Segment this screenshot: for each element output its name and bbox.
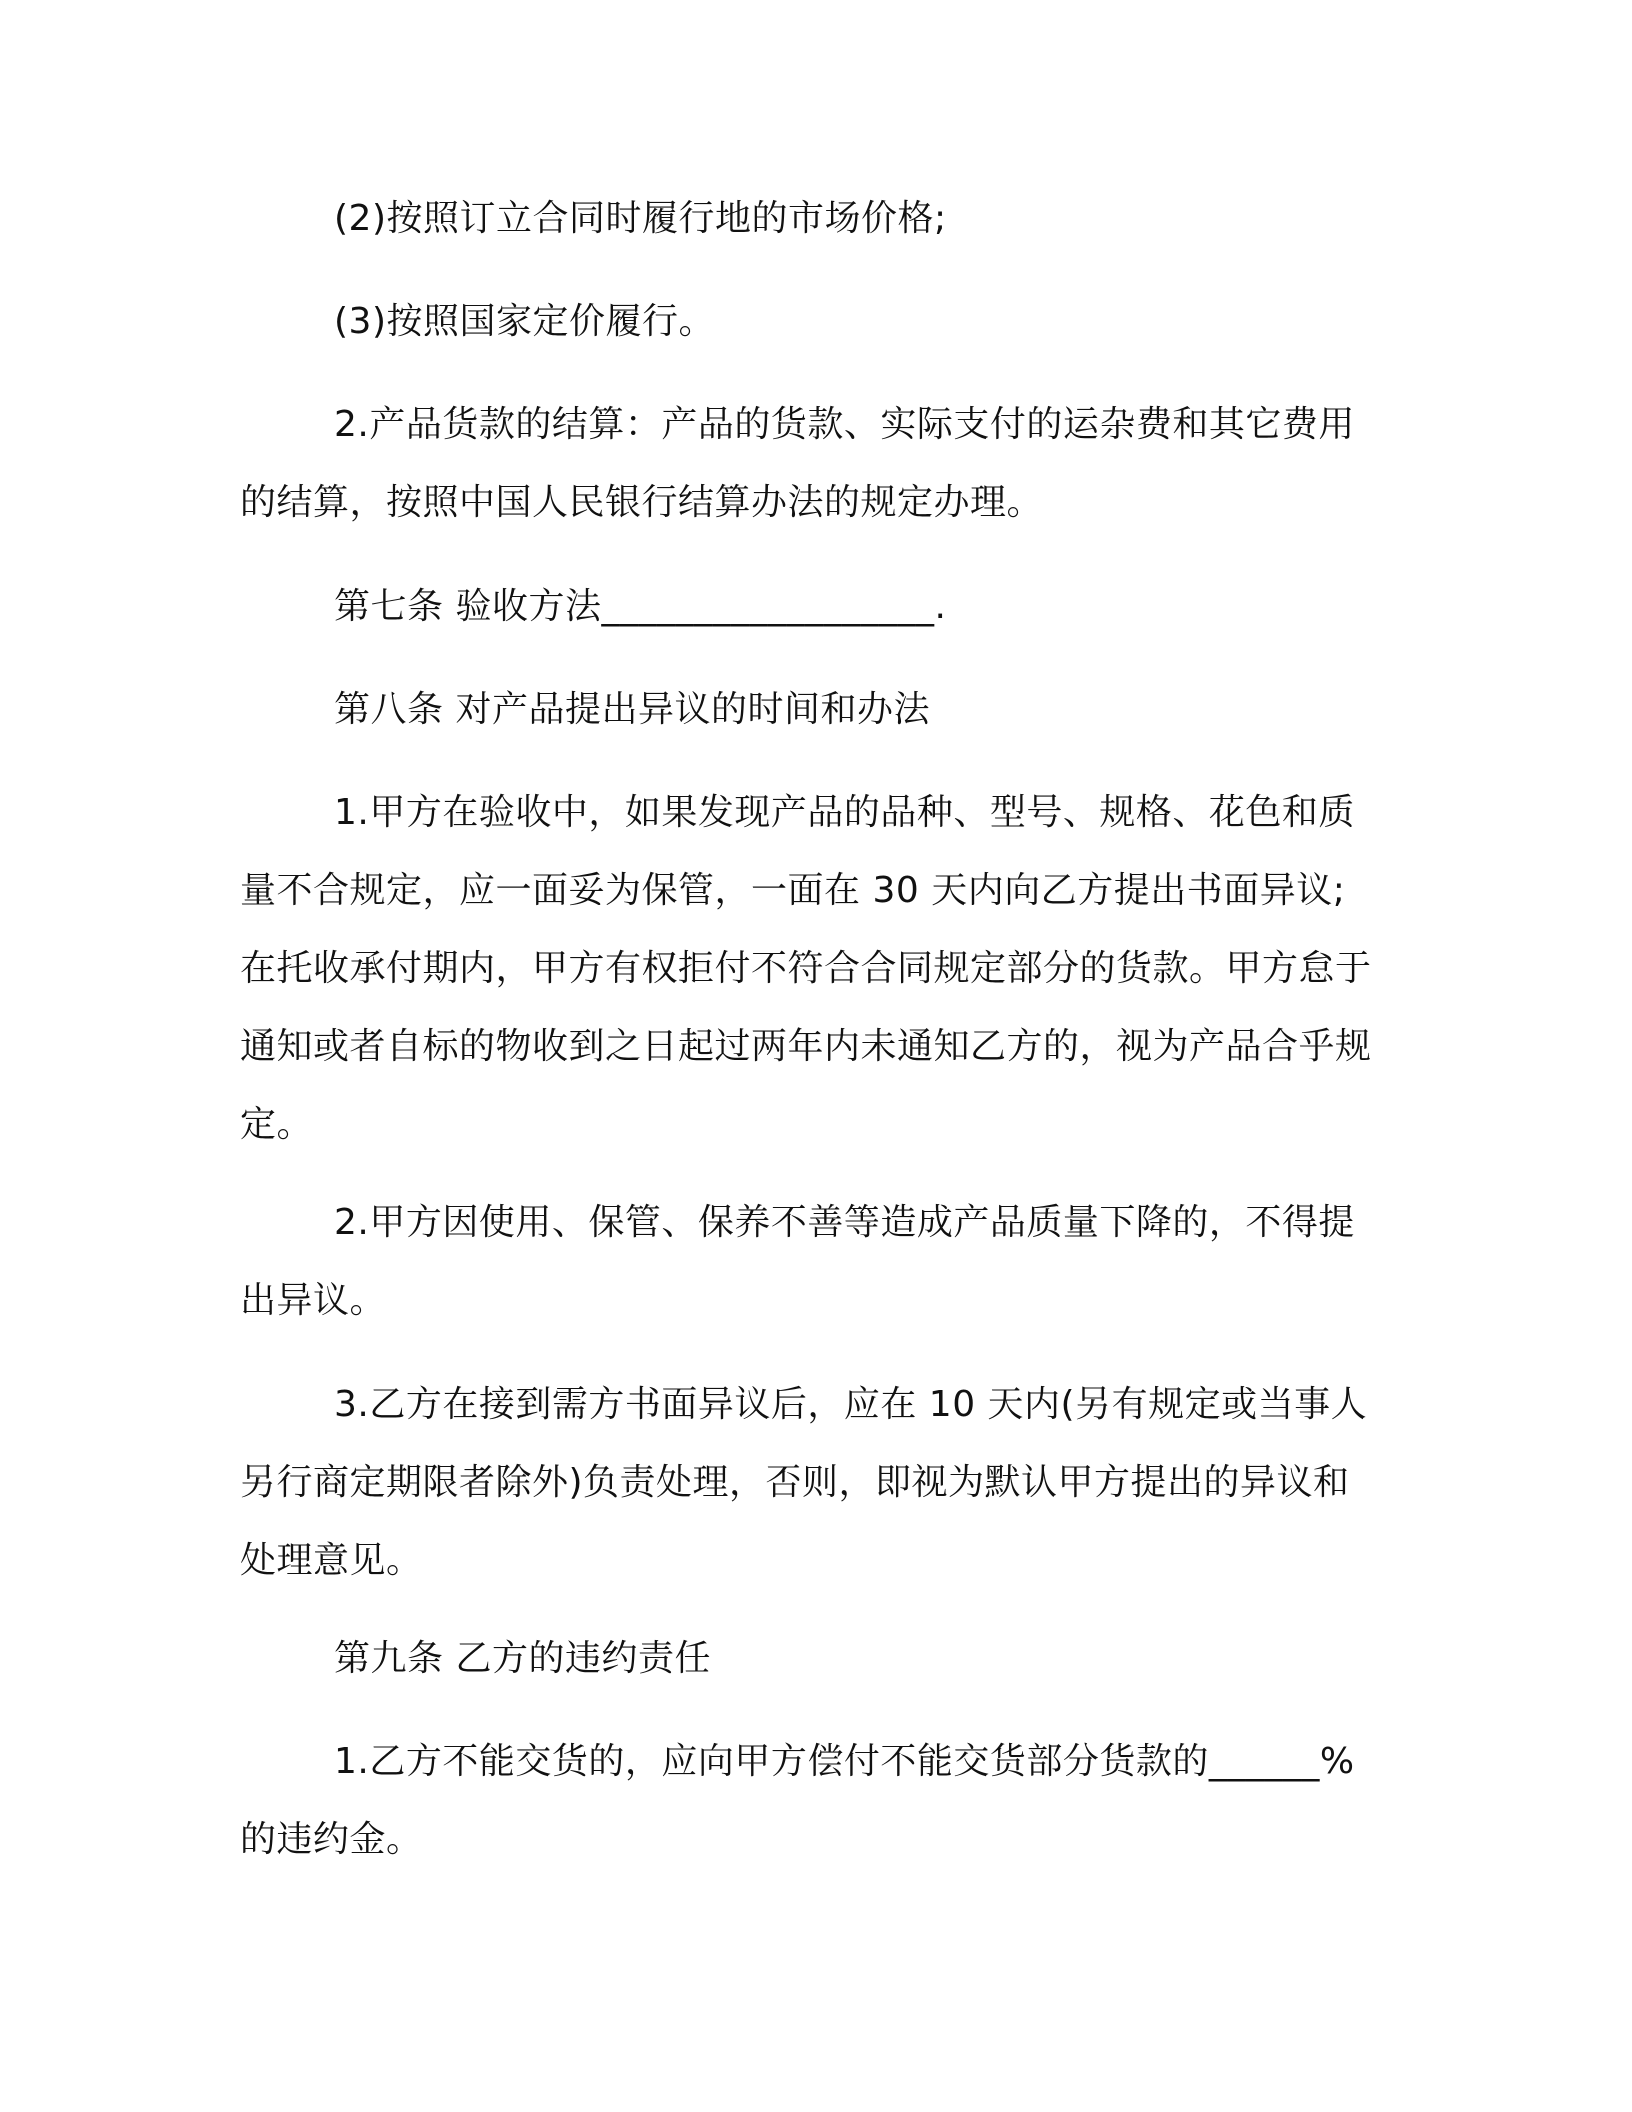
- article-8-clause-3: 3.乙方在接到需方书面异议后，应在 10 天内(另有规定或当事人另行商定期限者除外)负责处理，否则，即视为默认甲方提出的异议和处理意见。: [240, 1384, 1368, 1581]
- article-8-clause-1: 1.甲方在验收中，如果发现产品的品种、型号、规格、花色和质量不合规定，应一面妥为保管，一面在 30 天内向乙方提出书面异议;在托收承付期内，甲方有权拒付不符合合同规定部分的货款。甲方怠于通知或者自标的物收到之日起过两年内未通知乙方的，视为产品合乎规定。: [240, 792, 1372, 1145]
- paragraph-settlement: 2.产品货款的结算：产品的货款、实际支付的运杂费和其它费用的结算，按照中国人民银行结算办法的规定办理。: [240, 404, 1355, 523]
- article-9-heading: 第九条 乙方的违约责任: [334, 1638, 711, 1679]
- article-7-acceptance-method: 第七条 验收方法__________________.: [334, 586, 947, 627]
- paragraph-price-market: (2)按照订立合同时履行地的市场价格;: [334, 198, 947, 239]
- article-9-clause-1: 1.乙方不能交货的，应向甲方偿付不能交货部分货款的______%的违约金。: [240, 1741, 1355, 1860]
- paragraph-price-state: (3)按照国家定价履行。: [334, 301, 715, 342]
- article-8-heading: 第八条 对产品提出异议的时间和办法: [334, 689, 930, 730]
- article-8-clause-2: 2.甲方因使用、保管、保养不善等造成产品质量下降的，不得提出异议。: [240, 1202, 1355, 1321]
